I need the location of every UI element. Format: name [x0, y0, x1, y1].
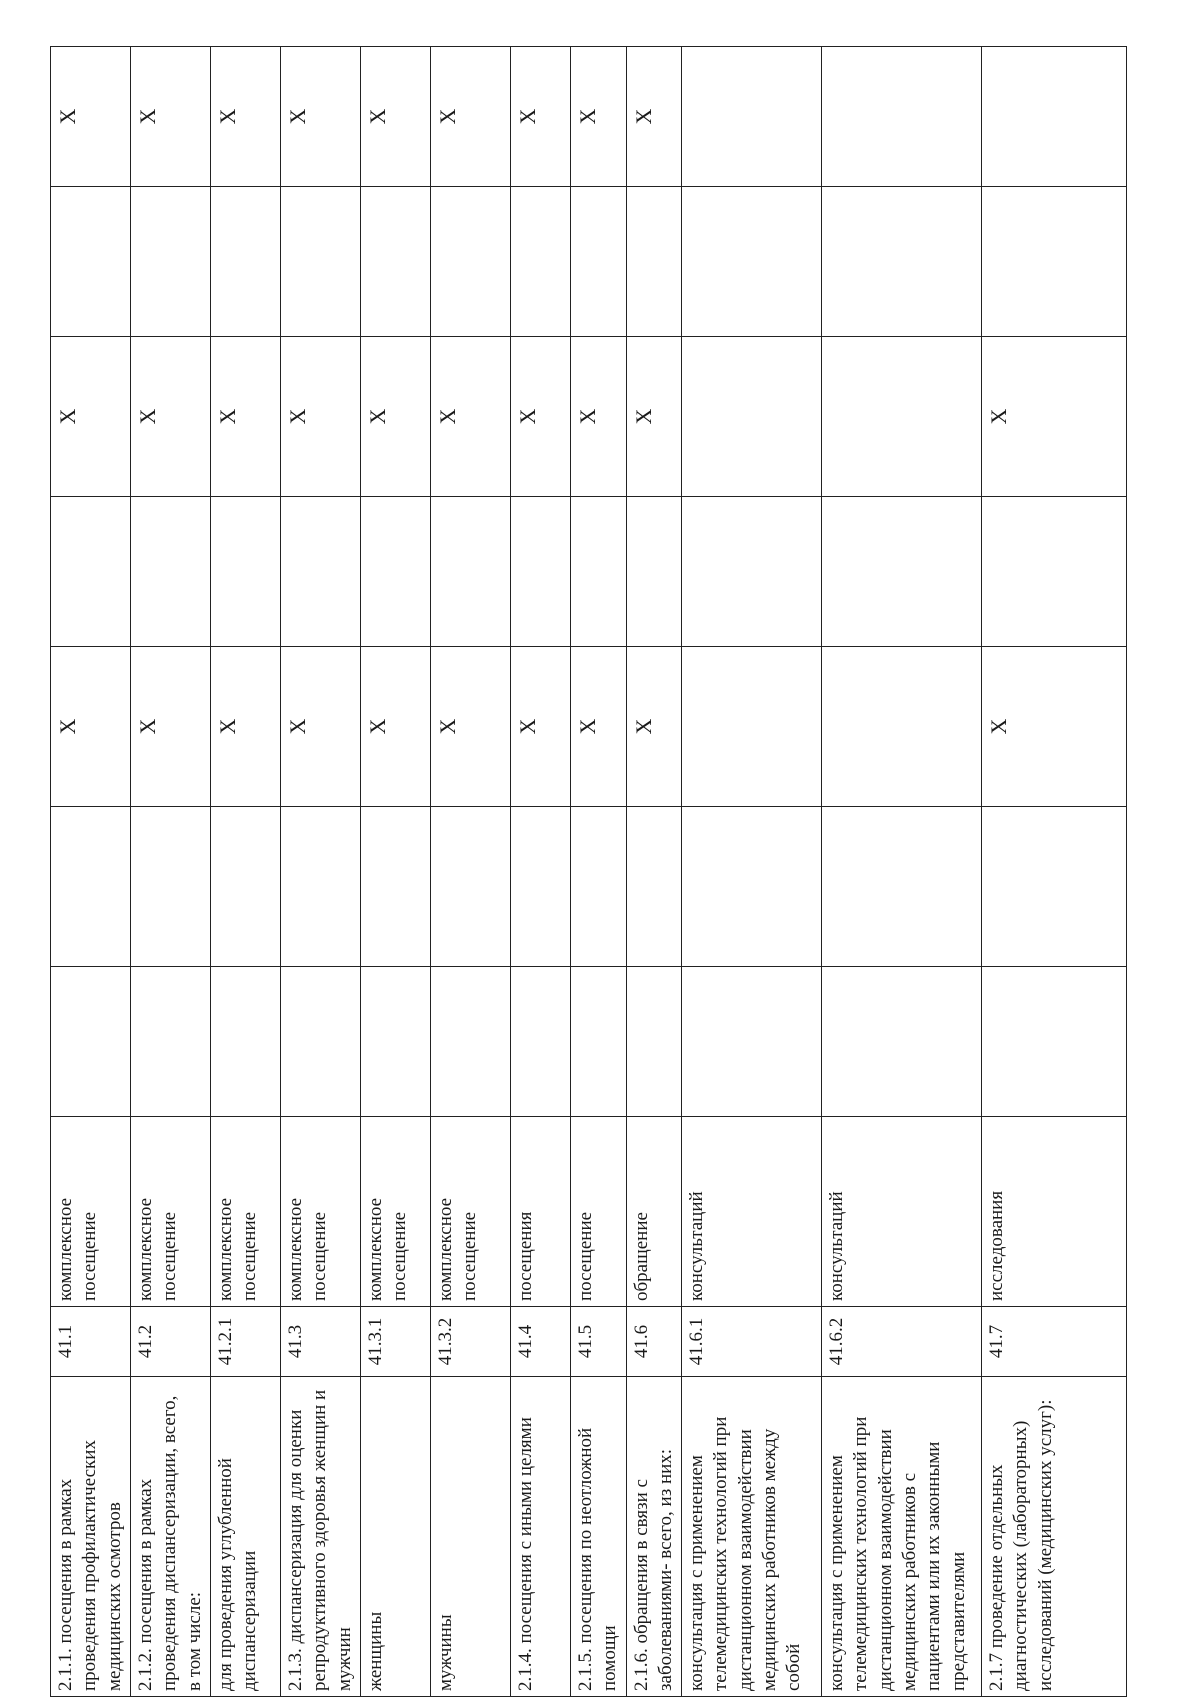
value-cell [210, 337, 280, 497]
value-cell [822, 967, 982, 1117]
value-cell [510, 497, 570, 647]
row-code-cell [280, 1307, 360, 1377]
indicator-name-cell-text: 2.1.6. обращения в связи с заболеваниями- всего, из них: [630, 1448, 676, 1691]
value-cell [626, 47, 682, 187]
value-cell-text: X [214, 408, 240, 425]
unit-cell-text: консультаций [686, 1191, 708, 1301]
value-cell [570, 967, 626, 1117]
unit-cell [360, 1117, 430, 1307]
value-cell [51, 497, 131, 647]
table-body [51, 47, 1127, 1697]
value-cell-text: X [134, 718, 160, 735]
row-code-cell-text: 41.2 [134, 1324, 156, 1359]
indicator-name-cell [626, 1377, 682, 1697]
value-cell-text: X [574, 108, 600, 125]
row-code-cell-text: 41.4 [514, 1324, 536, 1359]
indicators-table [50, 46, 1127, 1697]
table-row [570, 47, 626, 1697]
table-row [210, 47, 280, 1697]
indicator-name-cell [510, 1377, 570, 1697]
value-cell-text: X [630, 108, 656, 125]
value-cell-text: X [514, 408, 540, 425]
rotated-page [50, 47, 1110, 1697]
indicator-name-cell [822, 1377, 982, 1697]
value-cell-text: X [55, 408, 80, 425]
indicator-name-cell [430, 1377, 510, 1697]
value-cell [570, 807, 626, 967]
value-cell [430, 647, 510, 807]
value-cell [626, 647, 682, 807]
unit-cell [210, 1117, 280, 1307]
unit-cell [130, 1117, 210, 1307]
value-cell [430, 967, 510, 1117]
indicator-name-cell-text: женщины [364, 1611, 386, 1691]
row-code-cell-text: 41.6 [630, 1324, 652, 1359]
table-row [280, 47, 360, 1697]
value-cell [822, 187, 982, 337]
value-cell [430, 187, 510, 337]
indicator-name-cell [360, 1377, 430, 1697]
value-cell-text: X [574, 408, 600, 425]
row-code-cell [51, 1307, 131, 1377]
value-cell-text: X [284, 108, 310, 125]
value-cell [280, 337, 360, 497]
value-cell [430, 47, 510, 187]
table-row [510, 47, 570, 1697]
value-cell [682, 337, 822, 497]
table-row [982, 47, 1127, 1697]
value-cell-text: X [514, 108, 540, 125]
value-cell-text: X [134, 408, 160, 425]
indicator-name-cell-text: для проведения углубленной диспансеризации [214, 1458, 261, 1691]
value-cell [682, 807, 822, 967]
indicator-name-cell [130, 1377, 210, 1697]
value-cell [130, 337, 210, 497]
value-cell [51, 647, 131, 807]
value-cell [280, 187, 360, 337]
unit-cell-text: комплексное посещение [134, 1197, 181, 1301]
value-cell [982, 337, 1127, 497]
row-code-cell-text: 41.1 [55, 1324, 76, 1359]
value-cell [51, 187, 131, 337]
row-code-cell [130, 1307, 210, 1377]
table-row [51, 47, 131, 1697]
unit-cell [280, 1117, 360, 1307]
unit-cell-text: комплексное посещение [364, 1197, 411, 1301]
unit-cell [982, 1117, 1127, 1307]
value-cell-text: X [55, 108, 80, 125]
value-cell-text: X [134, 108, 160, 125]
unit-cell-text: комплексное посещение [284, 1197, 331, 1301]
row-code-cell [822, 1307, 982, 1377]
indicator-name-cell-text: 2.1.3. диспансеризация для оценки репродуктивного здоровья женщин и мужчин [284, 1389, 355, 1691]
value-cell [682, 967, 822, 1117]
value-cell [360, 807, 430, 967]
value-cell [570, 647, 626, 807]
unit-cell-text: посещения [514, 1211, 536, 1301]
indicator-name-cell [682, 1377, 822, 1697]
indicator-name-cell [210, 1377, 280, 1697]
indicator-name-cell [280, 1377, 360, 1697]
row-code-cell-text: 41.3.1 [364, 1317, 386, 1366]
unit-cell [570, 1117, 626, 1307]
value-cell [570, 47, 626, 187]
value-cell [982, 647, 1127, 807]
value-cell [682, 47, 822, 187]
value-cell [510, 337, 570, 497]
value-cell [682, 647, 822, 807]
value-cell [570, 187, 626, 337]
row-code-cell-text: 41.6.2 [826, 1317, 848, 1366]
value-cell [822, 47, 982, 187]
row-code-cell [982, 1307, 1127, 1377]
value-cell [510, 187, 570, 337]
value-cell [360, 187, 430, 337]
value-cell [360, 967, 430, 1117]
unit-cell [51, 1117, 131, 1307]
unit-cell [682, 1117, 822, 1307]
value-cell-text: X [514, 718, 540, 735]
value-cell-text: X [364, 718, 390, 735]
value-cell-text: X [986, 718, 1012, 735]
value-cell [822, 497, 982, 647]
value-cell [682, 497, 822, 647]
table-row [626, 47, 682, 1697]
value-cell [510, 807, 570, 967]
indicator-name-cell-text: 2.1.4. посещения с иными целями [514, 1417, 536, 1691]
indicator-name-cell-text: 2.1.7 проведение отдельных диагностических (лабораторных) исследований (медицинских услуг): [986, 1399, 1056, 1691]
row-code-cell-text: 41.3 [284, 1324, 306, 1359]
value-cell [982, 187, 1127, 337]
value-cell [280, 967, 360, 1117]
row-code-cell-text: 41.3.2 [434, 1317, 456, 1366]
indicator-name-cell-text: 2.1.5. посещения по неотложной помощи [574, 1427, 621, 1691]
value-cell [280, 807, 360, 967]
unit-cell-text: обращение [630, 1212, 652, 1301]
value-cell [130, 967, 210, 1117]
value-cell [360, 647, 430, 807]
row-code-cell [626, 1307, 682, 1377]
value-cell-text: X [55, 718, 80, 735]
value-cell [430, 497, 510, 647]
value-cell [210, 497, 280, 647]
value-cell [210, 47, 280, 187]
value-cell [360, 497, 430, 647]
indicator-name-cell-text: мужчины [434, 1614, 456, 1691]
value-cell-text: X [630, 718, 656, 735]
value-cell [360, 337, 430, 497]
value-cell [130, 47, 210, 187]
value-cell [982, 967, 1127, 1117]
indicator-name-cell-text: консультация с применением телемедицинских технологий при дистанционном взаимодействии медицинских работников с пациентами или их законными представителями [826, 1416, 969, 1691]
value-cell [570, 497, 626, 647]
unit-cell-text: консультаций [826, 1191, 848, 1301]
value-cell-text: X [214, 108, 240, 125]
table-row [130, 47, 210, 1697]
value-cell [626, 497, 682, 647]
row-code-cell [210, 1307, 280, 1377]
value-cell [51, 807, 131, 967]
value-cell [280, 47, 360, 187]
unit-cell [822, 1117, 982, 1307]
unit-cell [430, 1117, 510, 1307]
value-cell [626, 967, 682, 1117]
value-cell-text: X [284, 408, 310, 425]
value-cell [51, 967, 131, 1117]
row-code-cell-text: 41.2.1 [214, 1317, 236, 1366]
row-code-cell [682, 1307, 822, 1377]
value-cell-text: X [364, 108, 390, 125]
value-cell-text: X [284, 718, 310, 735]
value-cell [51, 337, 131, 497]
indicator-name-cell [51, 1377, 131, 1697]
table-row [822, 47, 982, 1697]
value-cell [280, 497, 360, 647]
value-cell-text: X [434, 718, 460, 735]
unit-cell [626, 1117, 682, 1307]
value-cell [210, 647, 280, 807]
row-code-cell-text: 41.6.1 [686, 1317, 708, 1366]
value-cell [982, 497, 1127, 647]
value-cell [510, 47, 570, 187]
value-cell [130, 647, 210, 807]
value-cell [982, 807, 1127, 967]
value-cell [51, 47, 131, 187]
row-code-cell [570, 1307, 626, 1377]
value-cell [130, 187, 210, 337]
unit-cell-text: исследования [986, 1190, 1008, 1301]
value-cell [510, 967, 570, 1117]
value-cell [360, 47, 430, 187]
table-row [430, 47, 510, 1697]
unit-cell [510, 1117, 570, 1307]
value-cell [822, 647, 982, 807]
row-code-cell-text: 41.7 [986, 1324, 1008, 1359]
value-cell-text: X [364, 408, 390, 425]
value-cell-text: X [574, 718, 600, 735]
value-cell [130, 497, 210, 647]
value-cell-text: X [214, 718, 240, 735]
unit-cell-text: посещение [574, 1211, 596, 1301]
value-cell [430, 337, 510, 497]
unit-cell-text: комплексное посещение [55, 1197, 101, 1301]
indicator-name-cell-text: 2.1.2. посещения в рамках проведения диспансеризации, всего, в том числе: [134, 1395, 205, 1691]
table-row [360, 47, 430, 1697]
unit-cell-text: комплексное посещение [434, 1197, 481, 1301]
value-cell [510, 647, 570, 807]
value-cell [570, 337, 626, 497]
value-cell [210, 187, 280, 337]
value-cell [982, 47, 1127, 187]
value-cell [430, 807, 510, 967]
value-cell [626, 187, 682, 337]
row-code-cell [360, 1307, 430, 1377]
indicator-name-cell [570, 1377, 626, 1697]
value-cell [626, 807, 682, 967]
value-cell-text: X [630, 408, 656, 425]
indicator-name-cell [982, 1377, 1127, 1697]
value-cell [822, 807, 982, 967]
value-cell [682, 187, 822, 337]
value-cell [822, 337, 982, 497]
indicator-name-cell-text: консультация с применением телемедицинских технологий при дистанционном взаимодействии медицинских работников между собой [686, 1416, 805, 1691]
row-code-cell-text: 41.5 [574, 1324, 596, 1359]
value-cell [210, 807, 280, 967]
value-cell-text: X [986, 408, 1012, 425]
value-cell [280, 647, 360, 807]
table-row [682, 47, 822, 1697]
row-code-cell [510, 1307, 570, 1377]
value-cell-text: X [434, 108, 460, 125]
unit-cell-text: комплексное посещение [214, 1197, 261, 1301]
value-cell [210, 967, 280, 1117]
value-cell [626, 337, 682, 497]
row-code-cell [430, 1307, 510, 1377]
indicator-name-cell-text: 2.1.1. посещения в рамках проведения профилактических медицинских осмотров [55, 1440, 125, 1691]
value-cell-text: X [434, 408, 460, 425]
value-cell [130, 807, 210, 967]
